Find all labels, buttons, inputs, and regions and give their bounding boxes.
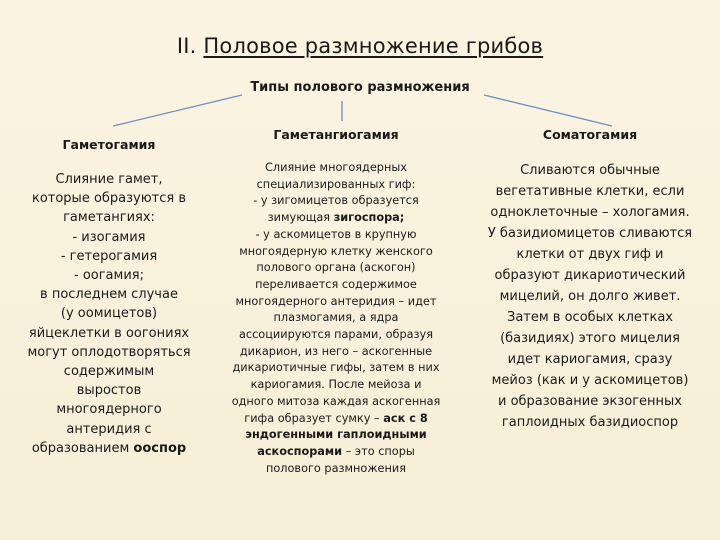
text-line: вегетативные клетки, если: [495, 184, 685, 199]
text-line-ascus: [210, 411, 462, 428]
text-line: дикариотичные гифы, затем в них: [232, 361, 440, 375]
text-line: полового размножения: [265, 461, 406, 475]
text-line: Слияние многоядерных: [265, 161, 407, 174]
text-line: клетки от двух гиф и: [516, 247, 664, 262]
text-line: переливается содержимое: [255, 277, 417, 291]
heading-gametogamy: Гаметогамия: [62, 137, 156, 152]
text-line: одного митоза каждая аскогенная: [231, 394, 441, 408]
text-line: ассоциируются парами, образуя: [238, 328, 434, 342]
text-line: содержимым: [63, 364, 155, 380]
gametangiogamy-description: [210, 160, 462, 477]
text-line: дикарион, из него – аскогенные: [239, 344, 433, 358]
text-line: полового органа (аскогон): [256, 261, 416, 275]
text-line: в последнем случае: [40, 287, 178, 303]
text-line: многоядерного антеридия – идет: [235, 294, 437, 308]
text-line: (базидиях) этого мицелия: [500, 331, 680, 346]
text-line: специализированных гиф:: [256, 177, 416, 191]
heading-gametangiogamy: Гаметангиогамия: [273, 127, 399, 142]
text-line: - оогамия;: [74, 268, 144, 284]
text-plain: гифа образует сумку –: [244, 411, 380, 425]
text-line: мейоз (как и у аскомицетов): [491, 373, 689, 388]
text-line: гаплоидных базидиоспор: [501, 415, 679, 430]
text-line: антеридия с: [66, 421, 152, 437]
gametogamy-description: [14, 170, 204, 458]
term-ascospores: аскоспорами: [257, 444, 343, 458]
term-ascus: аск с 8: [383, 411, 428, 425]
text-line-last: [14, 439, 204, 458]
text-line: Затем в особых клетках: [506, 310, 673, 325]
connector-right: [484, 95, 612, 126]
heading-somatogamy: Соматогамия: [542, 127, 638, 142]
term-oospore: ооспор: [133, 440, 187, 456]
text-line: Сливаются обычные: [520, 163, 660, 178]
text-line: плазмогамия, а ядра: [273, 311, 399, 325]
text-line: идет кариогамия, сразу: [507, 352, 673, 367]
text-line: (у оомицетов): [60, 306, 158, 322]
text-line: выростов: [76, 383, 142, 399]
text-line: мицелий, он долго живет.: [499, 289, 681, 304]
connector-left: [113, 95, 242, 126]
text-line: и образование экзогенных: [498, 394, 682, 409]
text-line: могут оплодотворяться: [27, 344, 191, 360]
text-line: одноклеточные – хологамия.: [490, 205, 690, 220]
text-line: У базидиомицетов сливаются: [487, 226, 693, 241]
somatogamy-description: [468, 160, 712, 433]
term-zygospore: зигоспора;: [333, 211, 405, 225]
title-text: Половое размножение грибов: [203, 34, 544, 58]
title-prefix: II.: [176, 34, 197, 58]
text-line: Слияние гамет,: [55, 172, 163, 187]
text-line: - гетерогамия: [60, 248, 158, 264]
text-line: - изогамия: [72, 229, 146, 245]
slide-title: [0, 34, 720, 58]
types-subtitle: Типы полового размножения: [250, 80, 470, 95]
text-line: многоядерную клетку женского: [239, 244, 433, 258]
text-line: - у аскомицетов в крупную: [255, 227, 417, 241]
term-endogenous-haploid: эндогенными гаплоидными: [245, 428, 427, 442]
text-line: которые образуются в: [31, 191, 187, 207]
text-line: - у зигомицетов образуется: [253, 194, 419, 208]
text-line-zygospore: [210, 210, 462, 227]
text-line: гаметангиях:: [63, 210, 155, 226]
text-line-ascospores: [210, 444, 462, 461]
text-line: образуют дикариотический: [494, 268, 686, 283]
text-line-bold: [210, 427, 462, 444]
text-plain: зимующая: [267, 211, 331, 225]
text-line: яйцеклетки в оогониях: [28, 325, 190, 341]
text-plain: – это споры: [345, 444, 415, 458]
text-line: многоядерного: [56, 402, 162, 418]
text-plain: образованием: [31, 440, 130, 456]
text-line: кариогамия. После мейоза и: [250, 378, 422, 392]
